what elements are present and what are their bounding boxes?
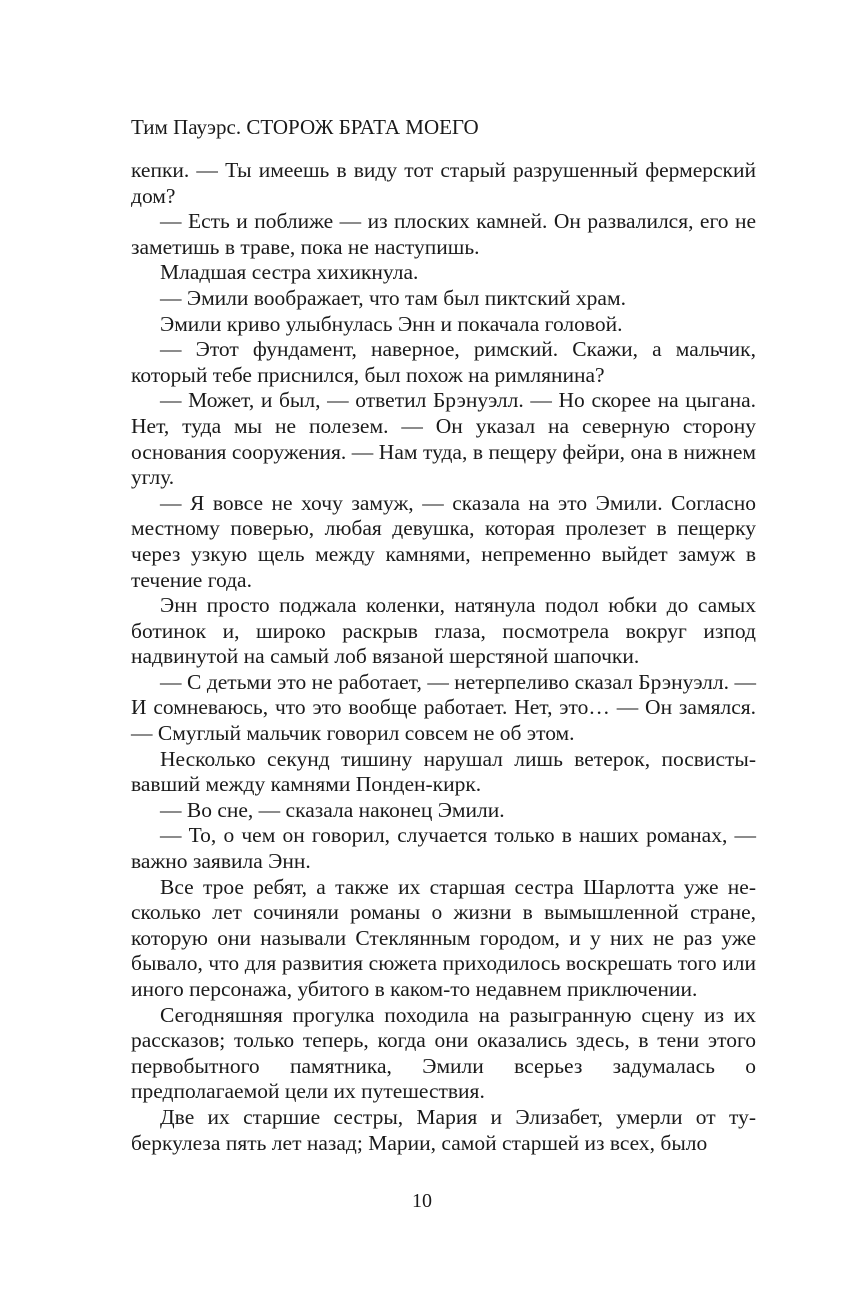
running-title: Тим Пауэрс. СТОРОЖ БРАТА МОЕГО — [131, 115, 479, 139]
paragraph: Эмили криво улыбнулась Энн и покачала головой. — [160, 311, 623, 336]
paragraph: — Я вовсе не хочу замуж, — сказала на это Эмили. Согласно местному поверью, любая девушка, которая пролезет в пещерку через узкую щель между камнями, непременно выйдет замуж в течение года. — [131, 490, 756, 592]
paragraph: Две их старшие сестры, Мария и Элизабет, умерли от туберкулеза пять лет назад; Марии, самой старшей из всех, было — [131, 1104, 756, 1155]
paragraph: — Эмили воображает, что там был пиктский храм. — [160, 285, 626, 310]
paragraph: кепки. — Ты имеешь в виду тот старый разрушенный фермерский дом? — [131, 158, 756, 208]
paragraph: — Во сне, — сказала наконец Эмили. — [160, 797, 505, 822]
paragraph: — Есть и поближе — из плоских камней. Он развалился, его не заметишь в траве, пока не наступишь. — [131, 209, 756, 259]
paragraph: — То, о чем он говорил, случается только в наших романах, — важно заявила Энн. — [131, 823, 756, 874]
paragraph: Сегодняшняя прогулка походила на разыгранную сцену из их рассказов; только теперь, когда они оказались здесь, в тени этого первобытного памятника, Эмили всерьез задумалась о предполагаемой цели их путешествия. — [131, 1002, 756, 1104]
paragraph: Несколько секунд тишину нарушал лишь ветерок, посвистывавший между камнями Понден-кирк. — [131, 746, 756, 797]
paragraph: — Этот фундамент, наверное, римский. Скажи, а мальчик, который тебе приснился, был похож на римлянина? — [131, 337, 756, 387]
paragraph: — Может, и был, — ответил Брэнуэлл. — Но скорее на цыгана. Нет, туда мы не полезем. — Он указал на северную сторону основания сооружения. — Нам туда, в пещеру фейри, она в нижнем углу. — [131, 388, 756, 490]
paragraph: Все трое ребят, а также их старшая сестра Шарлотта уже несколько лет сочиняли романы о жизни в вымышленной стране, которую они называли Стеклянным городом, и у них не раз уже бывало, что для развития сюжета приходилось воскрешать того или иного персонажа, убитого в каком-то недавнем приключении. — [131, 874, 756, 1001]
page-number: 10 — [412, 1190, 432, 1212]
paragraph: Энн просто поджала коленки, натянула подол юбки до самых ботинок и, широко раскрыв глаза, посмотрела вокруг изпод надвинутой на самый лоб вязаной шерстяной шапочки. — [131, 593, 756, 669]
paragraph: Младшая сестра хихикнула. — [160, 260, 419, 285]
paragraph: — С детьми это не работает, — нетерпеливо сказал Брэнуэлл. — И сомневаюсь, что это вообще работает. Нет, это… — Он замялся. — Смуглый мальчик говорил совсем не об этом. — [131, 669, 756, 746]
body-text — [131, 158, 756, 1156]
